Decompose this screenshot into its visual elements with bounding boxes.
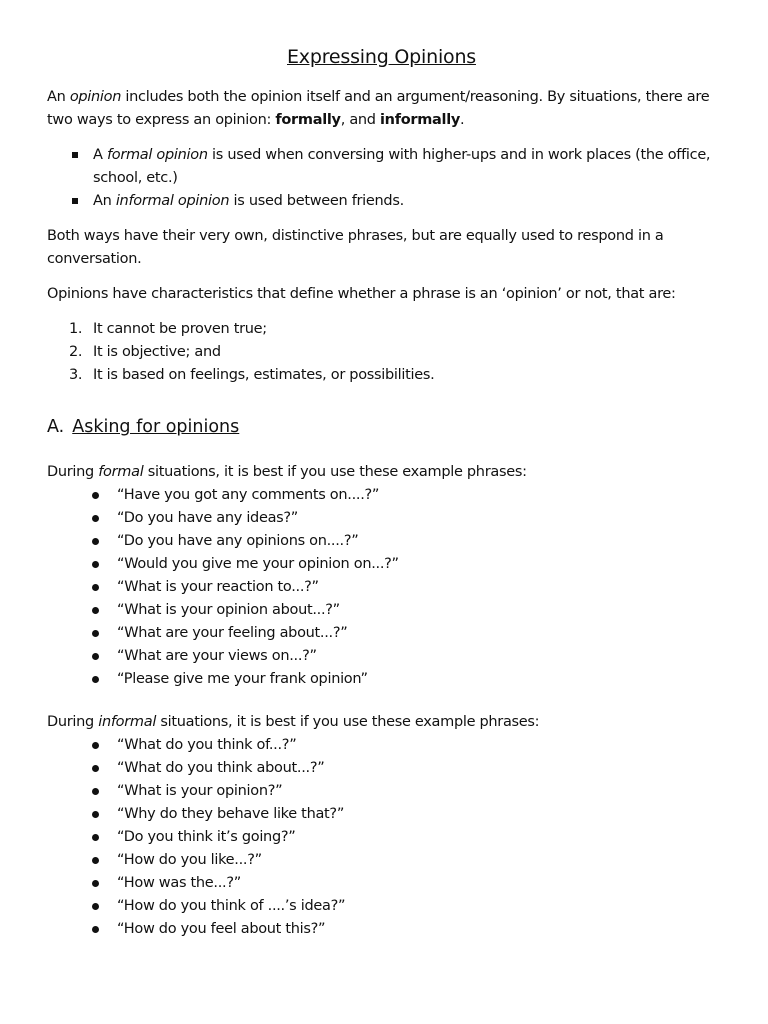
section-letter: A. bbox=[47, 417, 65, 437]
bullet-icon bbox=[92, 676, 99, 683]
bullet-icon bbox=[92, 538, 99, 545]
list-item: “How do you like...?” bbox=[47, 849, 716, 872]
informal-phrases-list bbox=[47, 734, 716, 941]
list-number: 3. bbox=[69, 367, 83, 383]
list-item: 1. It cannot be proven true; bbox=[47, 318, 716, 341]
informal-opinion-term: informal opinion bbox=[115, 193, 230, 209]
list-item: “Would you give me your opinion on...?” bbox=[47, 553, 716, 576]
square-bullet-icon bbox=[72, 198, 78, 204]
intro-informally-term: informally bbox=[380, 112, 461, 128]
bullet-icon bbox=[92, 811, 99, 818]
formal-phrases-list bbox=[47, 484, 716, 691]
list-number: 2. bbox=[69, 344, 83, 360]
square-bullet-icon bbox=[72, 152, 78, 158]
list-item: 3. It is based on feelings, estimates, or possibilities. bbox=[47, 364, 716, 387]
section-title: Asking for opinions bbox=[72, 417, 240, 437]
intro-opinion-term: opinion bbox=[69, 89, 122, 105]
opinion-types-list bbox=[47, 144, 716, 213]
bullet-icon bbox=[92, 515, 99, 522]
bullet-icon bbox=[92, 834, 99, 841]
bullet-icon bbox=[92, 788, 99, 795]
bullet-icon bbox=[92, 630, 99, 637]
intro-formally-term: formally bbox=[275, 112, 341, 128]
list-item: “What is your reaction to...?” bbox=[47, 576, 716, 599]
intro-text: An bbox=[47, 89, 70, 105]
list-item: “Please give me your frank opinion” bbox=[47, 668, 716, 691]
list-item: “What is your opinion about...?” bbox=[47, 599, 716, 622]
characteristics-intro: Opinions have characteristics that define whether a phrase is an ‘opinion’ or not, that are: bbox=[47, 286, 676, 302]
formal-term: formal bbox=[98, 464, 144, 480]
list-item: “How do you feel about this?” bbox=[47, 918, 716, 941]
list-item: “What are your feeling about...?” bbox=[47, 622, 716, 645]
intro-text: includes both the opinion itself and an argument/reasoning. By situations, there are two ways to express an opinion: bbox=[47, 89, 710, 128]
list-item: “What do you think of...?” bbox=[47, 734, 716, 757]
list-number: 1. bbox=[69, 321, 83, 337]
list-item: “What do you think about...?” bbox=[47, 757, 716, 780]
list-item: A formal opinion is used when conversing with higher-ups and in work places (the office, school, etc.) bbox=[47, 144, 716, 190]
informal-intro: During informal situations, it is best if you use these example phrases: bbox=[47, 714, 540, 730]
list-item: “Have you got any comments on....?” bbox=[47, 484, 716, 507]
list-item: “How was the...?” bbox=[47, 872, 716, 895]
informal-term: informal bbox=[98, 714, 157, 730]
list-item: “How do you think of ....’s idea?” bbox=[47, 895, 716, 918]
bullet-icon bbox=[92, 903, 99, 910]
bullet-icon bbox=[92, 857, 99, 864]
intro-paragraph bbox=[47, 86, 716, 132]
formal-intro: During formal situations, it is best if you use these example phrases: bbox=[47, 464, 527, 480]
intro-text: , and bbox=[340, 112, 381, 128]
bullet-icon bbox=[92, 742, 99, 749]
bullet-icon bbox=[92, 880, 99, 887]
page-title: Expressing Opinions bbox=[287, 46, 476, 68]
list-item: 2. It is objective; and bbox=[47, 341, 716, 364]
characteristics-list bbox=[47, 318, 716, 387]
section-heading-asking bbox=[47, 415, 716, 439]
bullet-icon bbox=[92, 653, 99, 660]
list-item: “Do you have any opinions on....?” bbox=[47, 530, 716, 553]
bullet-icon bbox=[92, 492, 99, 499]
list-item: An informal opinion is used between friends. bbox=[47, 190, 716, 213]
list-item: “Why do they behave like that?” bbox=[47, 803, 716, 826]
list-item: “Do you have any ideas?” bbox=[47, 507, 716, 530]
list-item: “What is your opinion?” bbox=[47, 780, 716, 803]
list-item: “What are your views on...?” bbox=[47, 645, 716, 668]
list-item: “Do you think it’s going?” bbox=[47, 826, 716, 849]
bullet-icon bbox=[92, 584, 99, 591]
both-ways-paragraph: Both ways have their very own, distinctive phrases, but are equally used to respond in a conversation. bbox=[47, 228, 664, 267]
bullet-icon bbox=[92, 561, 99, 568]
bullet-icon bbox=[92, 765, 99, 772]
intro-text: . bbox=[460, 112, 465, 128]
bullet-icon bbox=[92, 607, 99, 614]
formal-opinion-term: formal opinion bbox=[106, 147, 208, 163]
bullet-icon bbox=[92, 926, 99, 933]
